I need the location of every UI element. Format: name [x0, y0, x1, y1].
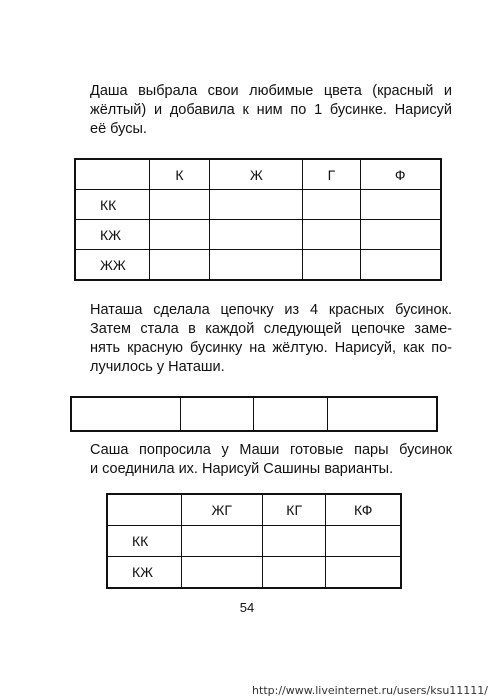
row-header: ЖЖ: [75, 250, 149, 281]
table-row: [107, 526, 401, 557]
task1-line: Даша выбрала свои любимые цвета (красный и: [90, 83, 452, 99]
drawing-cell[interactable]: [360, 190, 441, 220]
row-header: КЖ: [107, 557, 181, 589]
task1-table: [74, 158, 442, 281]
drawing-cell[interactable]: [181, 397, 254, 431]
table-corner-cell: [75, 159, 149, 190]
task2-chain-table: [70, 396, 438, 432]
drawing-cell[interactable]: [262, 526, 325, 557]
table-corner-cell: [107, 494, 181, 526]
drawing-cell[interactable]: [181, 557, 262, 589]
drawing-cell[interactable]: [254, 397, 327, 431]
drawing-cell[interactable]: [71, 397, 181, 431]
column-header: К: [149, 159, 210, 190]
task1-text: [90, 82, 452, 139]
task2-text: [90, 301, 452, 377]
task2-line: Наташа сделала цепочку из 4 красных бусинок.: [90, 302, 452, 318]
drawing-cell[interactable]: [210, 220, 303, 250]
drawing-cell[interactable]: [303, 190, 360, 220]
table-row: [71, 397, 437, 431]
table-header-row: [107, 494, 401, 526]
column-header: КФ: [326, 494, 401, 526]
row-header: КК: [107, 526, 181, 557]
table-row: [107, 557, 401, 589]
table-header-row: [75, 159, 441, 190]
column-header: Ж: [210, 159, 303, 190]
drawing-cell[interactable]: [149, 220, 210, 250]
task3-line: Саша попросила у Маши готовые пары бусинок: [90, 442, 452, 458]
drawing-cell[interactable]: [326, 526, 401, 557]
task2-line: нять красную бусинку на жёлтую. Нарисуй, как по-: [90, 340, 452, 356]
column-header: КГ: [262, 494, 325, 526]
table-row: [75, 190, 441, 220]
page-number: 54: [239, 600, 255, 615]
drawing-cell[interactable]: [303, 250, 360, 281]
watermark-url: http://www.liveinternet.ru/users/ksu11111/: [252, 684, 488, 697]
drawing-cell[interactable]: [149, 190, 210, 220]
task3-text: [90, 441, 452, 479]
task2-line: лучилось у Наташи.: [90, 359, 225, 375]
drawing-cell[interactable]: [262, 557, 325, 589]
row-header: КК: [75, 190, 149, 220]
table-row: [75, 220, 441, 250]
task1-line: её бусы.: [90, 121, 147, 137]
drawing-cell[interactable]: [360, 220, 441, 250]
drawing-cell[interactable]: [327, 397, 437, 431]
drawing-cell[interactable]: [360, 250, 441, 281]
task3-table: [106, 493, 402, 589]
task3-line: и соединила их. Нарисуй Сашины варианты.: [90, 461, 394, 477]
column-header: ЖГ: [181, 494, 262, 526]
drawing-cell[interactable]: [149, 250, 210, 281]
drawing-cell[interactable]: [303, 220, 360, 250]
drawing-cell[interactable]: [326, 557, 401, 589]
drawing-cell[interactable]: [210, 190, 303, 220]
row-header: КЖ: [75, 220, 149, 250]
column-header: Ф: [360, 159, 441, 190]
task1-line: жёлтый) и добавила к ним по 1 бусинке. Нарисуй: [90, 102, 452, 118]
table-row: [75, 250, 441, 281]
column-header: Г: [303, 159, 360, 190]
drawing-cell[interactable]: [181, 526, 262, 557]
task2-line: Затем стала в каждой следующей цепочке заме-: [90, 321, 452, 337]
drawing-cell[interactable]: [210, 250, 303, 281]
